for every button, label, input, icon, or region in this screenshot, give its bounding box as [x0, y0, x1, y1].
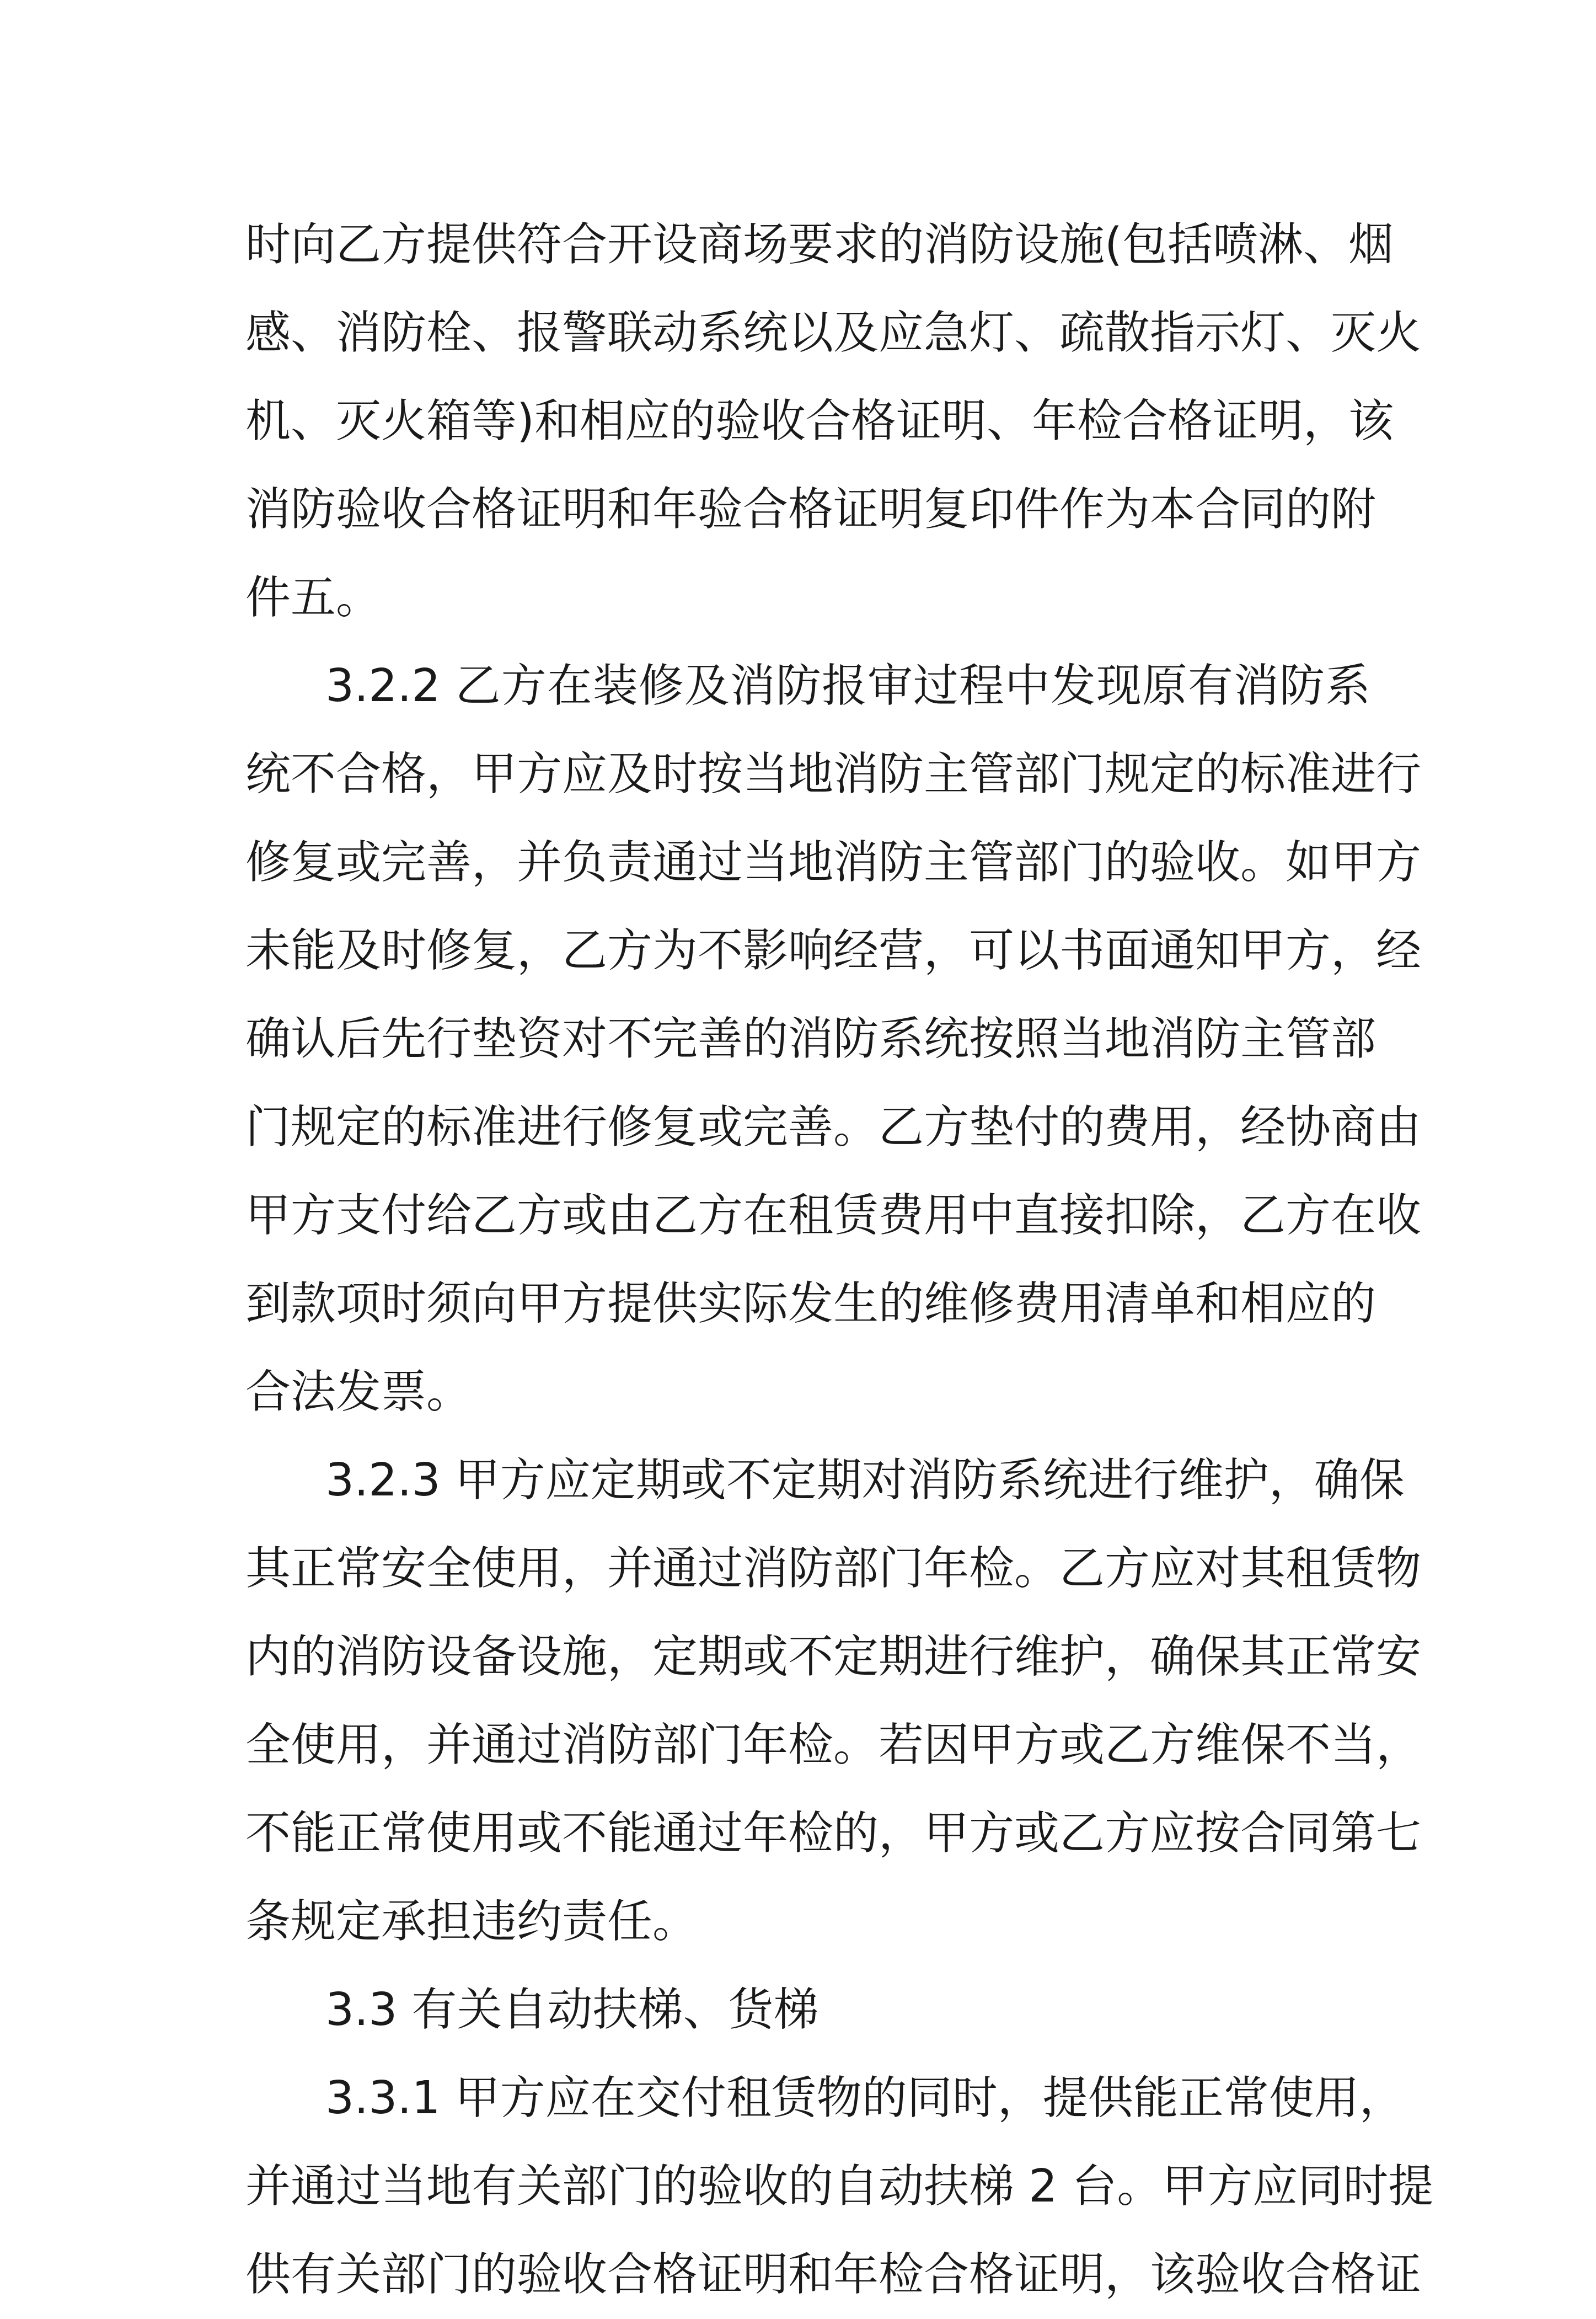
section-heading-line: 3.3 有关自动扶梯、货梯 [325, 1984, 819, 2036]
text-line: 其正常安全使用，并通过消防部门年检。乙方应对其租赁物 [245, 1542, 1422, 1595]
text-line: 修复或完善，并负责通过当地消防主管部门的验收。如甲方 [245, 836, 1422, 889]
text-line: 到款项时须向甲方提供实际发生的维修费用清单和相应的 [245, 1278, 1377, 1330]
text-line: 条规定承担违约责任。 [245, 1895, 698, 1948]
text-line: 件五。 [245, 571, 382, 624]
text-line: 不能正常使用或不能通过年检的，甲方或乙方应按合同第七 [245, 1807, 1422, 1860]
text-line: 甲方支付给乙方或由乙方在租赁费用中直接扣除，乙方在收 [245, 1189, 1422, 1242]
text-line: 时向乙方提供符合开设商场要求的消防设施(包括喷淋、烟 [245, 218, 1394, 271]
text-line: 确认后先行垫资对不完善的消防系统按照当地消防主管部 [245, 1013, 1377, 1065]
clause-heading-line: 3.2.2 乙方在装修及消防报审过程中发现原有消防系 [325, 660, 1370, 712]
text-line: 未能及时修复，乙方为不影响经营，可以书面通知甲方，经 [245, 925, 1422, 977]
text-line: 消防验收合格证明和年验合格证明复印件作为本合同的附 [245, 483, 1377, 536]
text-line: 机、灭火箱等)和相应的验收合格证明、年检合格证明，该 [245, 395, 1394, 447]
clause-heading-line: 3.2.3 甲方应定期或不定期对消防系统进行维护，确保 [325, 1454, 1405, 1506]
text-line: 合法发票。 [245, 1366, 472, 1418]
text-line: 门规定的标准进行修复或完善。乙方垫付的费用，经协商由 [245, 1101, 1422, 1153]
clause-heading-line: 3.3.1 甲方应在交付租赁物的同时，提供能正常使用， [325, 2072, 1405, 2124]
text-line: 供有关部门的验收合格证明和年检合格证明，该验收合格证 [245, 2248, 1422, 2301]
text-line: 并通过当地有关部门的验收的自动扶梯 2 台。甲方应同时提 [245, 2160, 1434, 2213]
text-line: 内的消防设备设施，定期或不定期进行维护，确保其正常安 [245, 1631, 1422, 1683]
text-line: 统不合格，甲方应及时按当地消防主管部门规定的标准进行 [245, 748, 1422, 800]
text-line: 感、消防栓、报警联动系统以及应急灯、疏散指示灯、灭火 [245, 307, 1422, 359]
text-line: 全使用，并通过消防部门年检。若因甲方或乙方维保不当， [245, 1719, 1422, 1771]
